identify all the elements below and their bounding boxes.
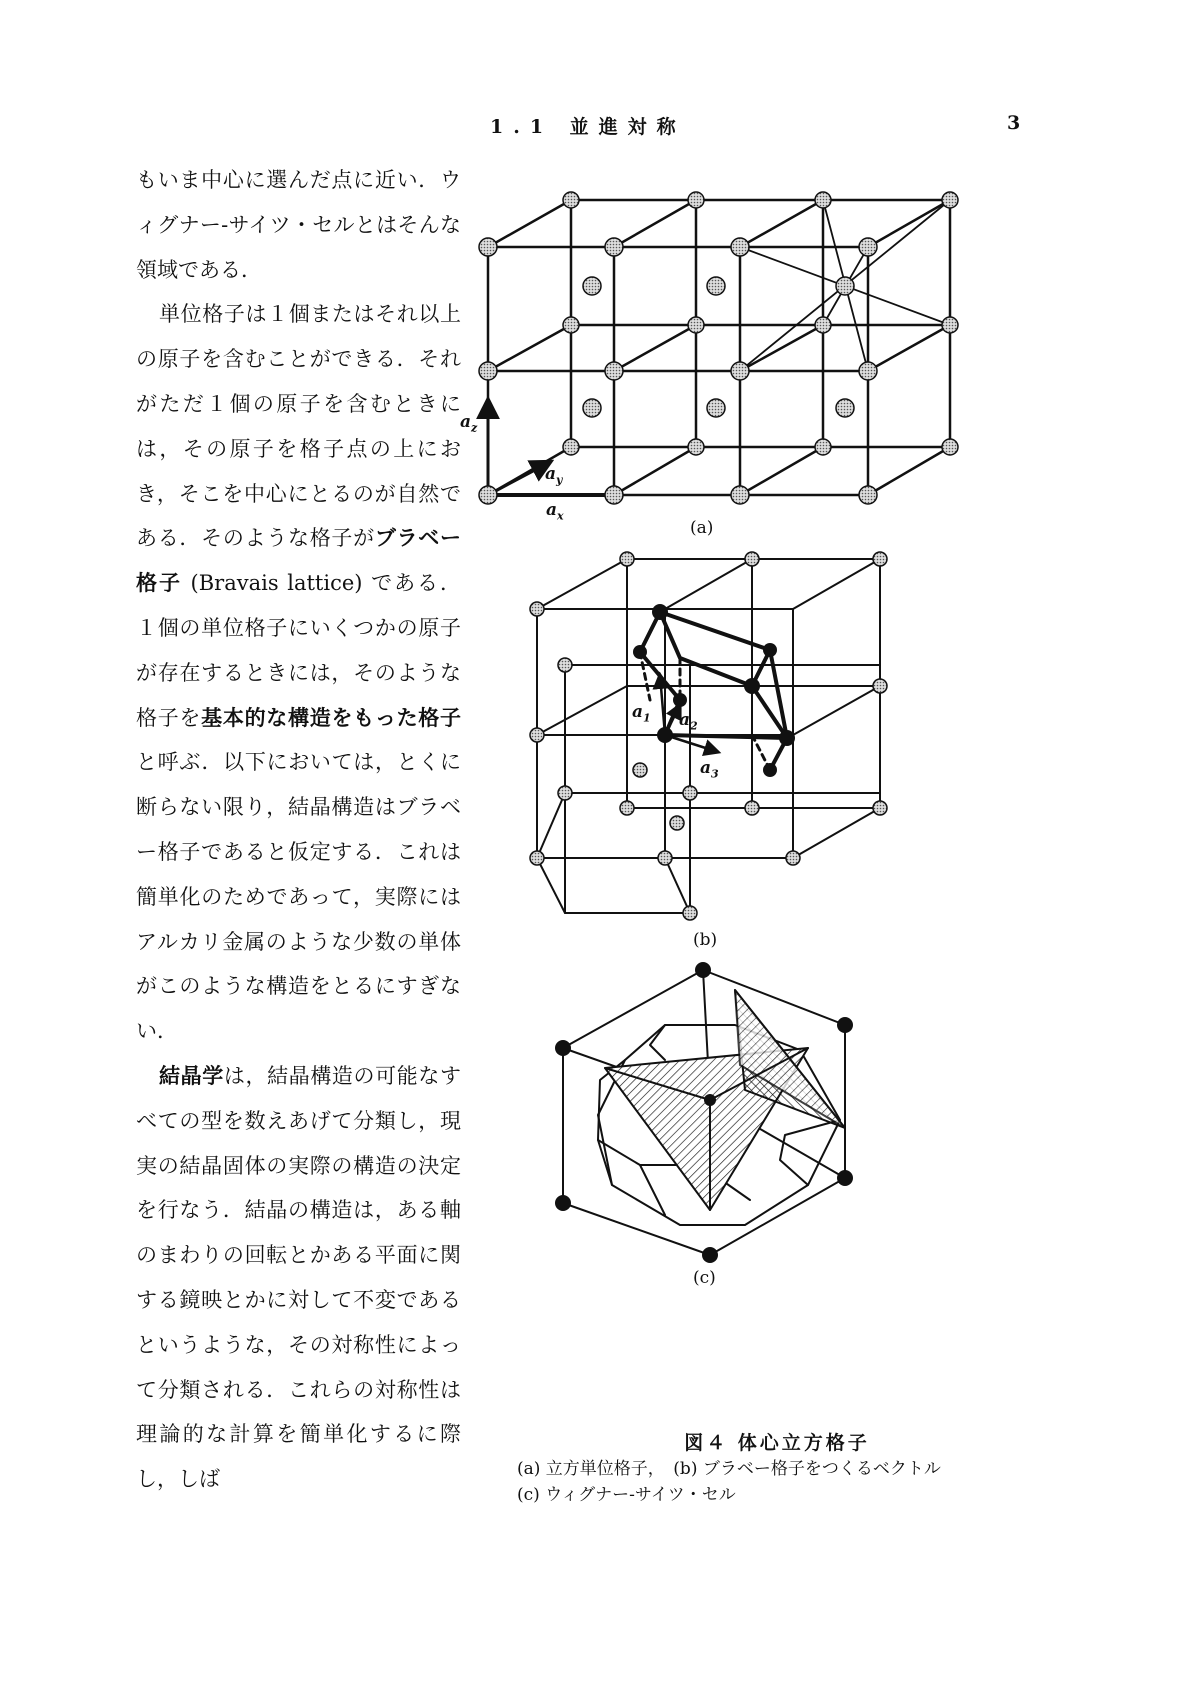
term-bravais-lattice: ブラベー格子 xyxy=(136,525,462,596)
paragraph-2 xyxy=(136,292,461,1054)
p3-text-b: は，結晶構造の可能なすべての型を数えあげて分類し，現実の結晶固体の実際の構造の決定を行なう．結晶の構造は，ある軸のまわりの回転とかある平面に関する鏡映とかに対して不変であるというような，その対称性によって分類される．これらの対称性は理論的な計算を簡単化するに際し，しば xyxy=(136,1063,462,1492)
vector-a3-label: $a_3$ xyxy=(700,758,719,781)
vector-az-label: $a_z$ xyxy=(460,412,478,435)
figure-b-label: (b) xyxy=(693,930,718,950)
figure-c-label: (c) xyxy=(693,1268,716,1288)
paragraph-1: もいま中心に選んだ点に近い．ウィグナー-サイツ・セルとはそんな領域である． xyxy=(136,168,461,282)
running-header: 1.1 並進対称 xyxy=(490,116,686,138)
vector-ax-label: $a_x$ xyxy=(546,500,564,523)
caption-title: 図４ 体心立方格子 xyxy=(684,1432,870,1454)
vector-ay-label: $a_y$ xyxy=(545,464,563,487)
page-number: 3 xyxy=(1007,112,1021,134)
term-basis-lattice: 基本的な構造をもった格子 xyxy=(201,704,462,730)
p2-text-a: 単位格子は１個またはそれ以上の原子を含むことができる．それがただ１個の原子を含むときには，その原子を格子点の上におき，そこを中心にとるのが自然である．そのような格子が xyxy=(136,302,461,551)
caption-line-1: (a) 立方単位格子， (b) ブラベー格子をつくるベクトル xyxy=(517,1459,941,1479)
vector-a1-label: $a_1$ xyxy=(632,702,651,725)
caption-line-2: (c) ウィグナー-サイツ・セル xyxy=(517,1485,736,1505)
figure-b-bravais-vectors xyxy=(520,545,900,935)
paragraph-3 xyxy=(136,1054,461,1502)
body-text xyxy=(136,158,461,1502)
p2-text-e: と呼ぶ．以下においては，とくに断らない限り，結晶構造はブラベー格子であると仮定する．これは簡単化のためであって，実際にはアルカリ金属のような少数の単体がこのような構造をとるにすぎない． xyxy=(136,750,461,1044)
figure-a-label: (a) xyxy=(690,518,714,538)
term-crystallography: 結晶学 xyxy=(159,1062,224,1088)
figure-c-wigner-seitz-cell xyxy=(545,955,865,1265)
p2-text-c: (Bravais lattice) である．１個の単位格子にいくつかの原子が存在するときには，そのような格子を xyxy=(136,571,461,730)
vector-a2-label: $a_2$ xyxy=(679,710,698,733)
figure-caption xyxy=(517,1430,1037,1508)
